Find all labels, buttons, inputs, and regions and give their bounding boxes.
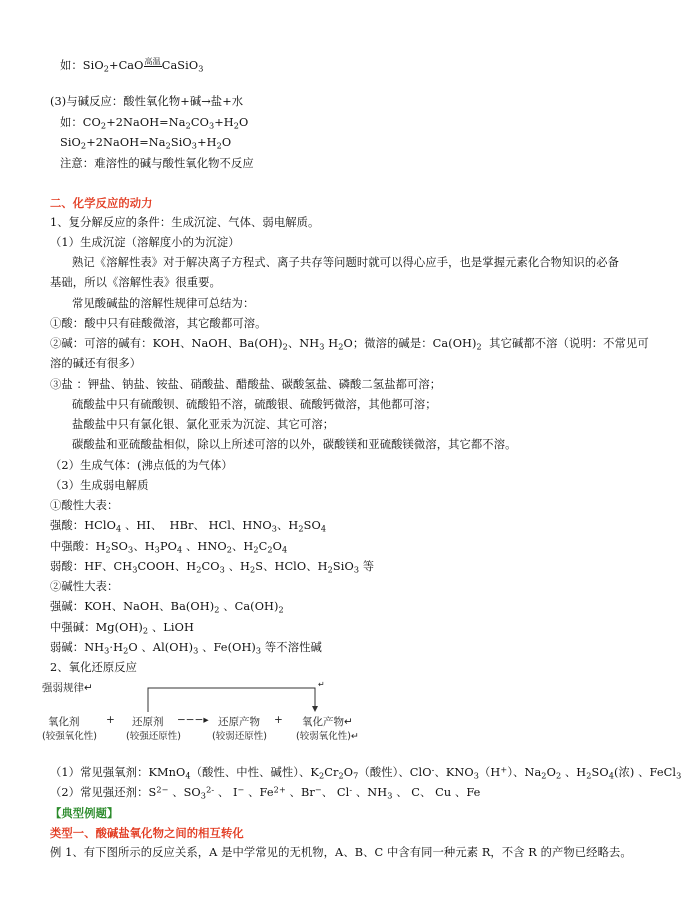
diagram-title: 强弱规律↵: [42, 682, 93, 694]
text-line-19: （2）生成气体：(沸点低的为气体）: [50, 459, 233, 472]
text-line-3: 如：$CO_2+2NaOH=Na_2CO_3+H_2O$: [60, 116, 249, 131]
text-line-23: 中强酸：$H_2SO_3$、$H_3PO_4$ 、$HNO_2$、$H_2C_2O_4$: [50, 540, 288, 555]
text-line-22: 强酸：HClO$_4$ 、HI、 HBr、 HCl、$HNO_3$、$H_2SO_4$: [50, 519, 327, 534]
reductant-label: 还原剂: [132, 716, 164, 728]
text-line-31: （2）常见强还剂：$S^{2-}$ 、$SO_3^{2-}$ 、 I− 、$Fe^{2+}$ 、Br−、 Cl- 、$NH_3$ 、 C、 Cu 、Fe: [50, 784, 481, 801]
text-line-6: 二、化学反应的动力: [50, 196, 153, 210]
reduction-product-label: 还原产物: [218, 716, 260, 728]
text-line-5: 注意：难溶性的碱与酸性氧化物不反应: [60, 157, 254, 170]
text-line-25: ②碱性大表：: [50, 580, 119, 593]
text-line-29: 2、氧化还原反应: [50, 661, 138, 674]
plus-sign-1: +: [106, 714, 115, 726]
reductant-sub-label: (较强还原性): [126, 731, 181, 742]
text-line-27: 中强碱：$Mg(OH)_2$ 、LiOH: [50, 621, 194, 636]
text-line-7: 1、复分解反应的条件：生成沉淀、气体、弱电解质。: [50, 216, 320, 229]
oxidant-label: 氧化剂: [48, 716, 80, 728]
text-line-33: 类型一、酸碱盐氧化物之间的相互转化: [50, 826, 244, 840]
return-mark: ↵: [318, 680, 325, 689]
text-line-13: ②碱：可溶的碱有：KOH、NaOH、$Ba(OH)_2$、$NH_3$ $H_2O$；微溶的碱是：$Ca(OH)_2$ 其它碱都不溶（说明：不常见可: [50, 337, 649, 352]
text-line-26: 强碱：KOH、NaOH、$Ba(OH)_2$ 、$Ca(OH)_2$: [50, 600, 284, 615]
text-line-24: 弱酸：HF、$CH_3COOH$、$H_2CO_3$ 、$H_2S$、HClO、$H_2SiO_3$ 等: [50, 560, 375, 575]
text-line-18: 碳酸盐和亚硫酸盐相似，除以上所述可溶的以外，碳酸镁和亚硫酸镁微溶，其它都不溶。: [72, 438, 517, 451]
redox-strength-diagram: [40, 676, 370, 746]
text-line-9: 熟记《溶解性表》对于解决离子方程式、离子共存等问题时就可以得心应手，也是掌握元素化合物知识的必备: [72, 256, 620, 269]
text-line-12: ①酸：酸中只有硅酸微溶，其它酸都可溶。: [50, 317, 267, 330]
text-line-4: $SiO_2+2NaOH=Na_2SiO_3+H_2O$: [60, 136, 232, 151]
text-line-14: 溶的碱还有很多）: [50, 357, 142, 370]
text-line-16: 硫酸盐中只有硫酸钡、硫酸铅不溶，硫酸银、硫酸钙微溶，其他都可溶；: [72, 398, 437, 411]
plus-sign-2: +: [274, 714, 283, 726]
text-line-10: 基础，所以《溶解性表》很重要。: [50, 276, 221, 289]
oxidant-sub-label: (较强氧化性): [42, 731, 97, 742]
text-line-1: 如：SiO$_2$+CaO$^{高温}$CaSiO$_3$: [60, 57, 204, 74]
text-line-8: （1）生成沉淀（溶解度小的为沉淀）: [50, 236, 240, 249]
reduction-product-sub-label: (较弱还原性): [212, 731, 267, 742]
text-line-11: 常见酸碱盐的溶解性规律可总结为：: [72, 297, 255, 310]
text-line-34: 例 1、有下图所示的反应关系，A 是中学常见的无机物，A、B、C 中含有同一种元素 R，不含 R 的产物已经略去。: [50, 846, 632, 859]
bracket-arrowhead-icon: [312, 706, 318, 712]
text-line-2: (3)与碱反应：酸性氧化物+碱→盐+水: [50, 95, 244, 108]
text-line-20: （3）生成弱电解质: [50, 479, 149, 492]
text-line-32: 【典型例题】: [50, 806, 119, 820]
text-line-28: 弱碱：$NH_3\cdot H_2O$ 、$Al(OH)_3$ 、$Fe(OH)_3$ 等不溶性碱: [50, 641, 322, 656]
text-line-17: 盐酸盐中只有氯化银、氯化亚汞为沉淀、其它可溶；: [72, 418, 335, 431]
oxidation-product-sub-label: (较弱氧化性)↵: [296, 731, 359, 742]
text-line-21: ①酸性大表：: [50, 499, 119, 512]
text-line-15: ③盐 ：钾盐、钠盐、铵盐、硝酸盐、醋酸盐、碳酸氢盐、磷酸二氢盐都可溶；: [50, 378, 442, 391]
text-line-30: （1）常见强氧剂：KMnO$_4$（酸性、中性、碱性）、$K_2Cr_2O_7$（酸性）、ClO-、$KNO_3(H^+)$、$Na_2O_2$ 、$H_2SO_4$(浓) 、FeCl$_3$: [50, 764, 681, 781]
oxidation-product-label: 氧化产物↵: [302, 716, 353, 728]
reaction-arrow: −−−▸: [177, 714, 209, 726]
